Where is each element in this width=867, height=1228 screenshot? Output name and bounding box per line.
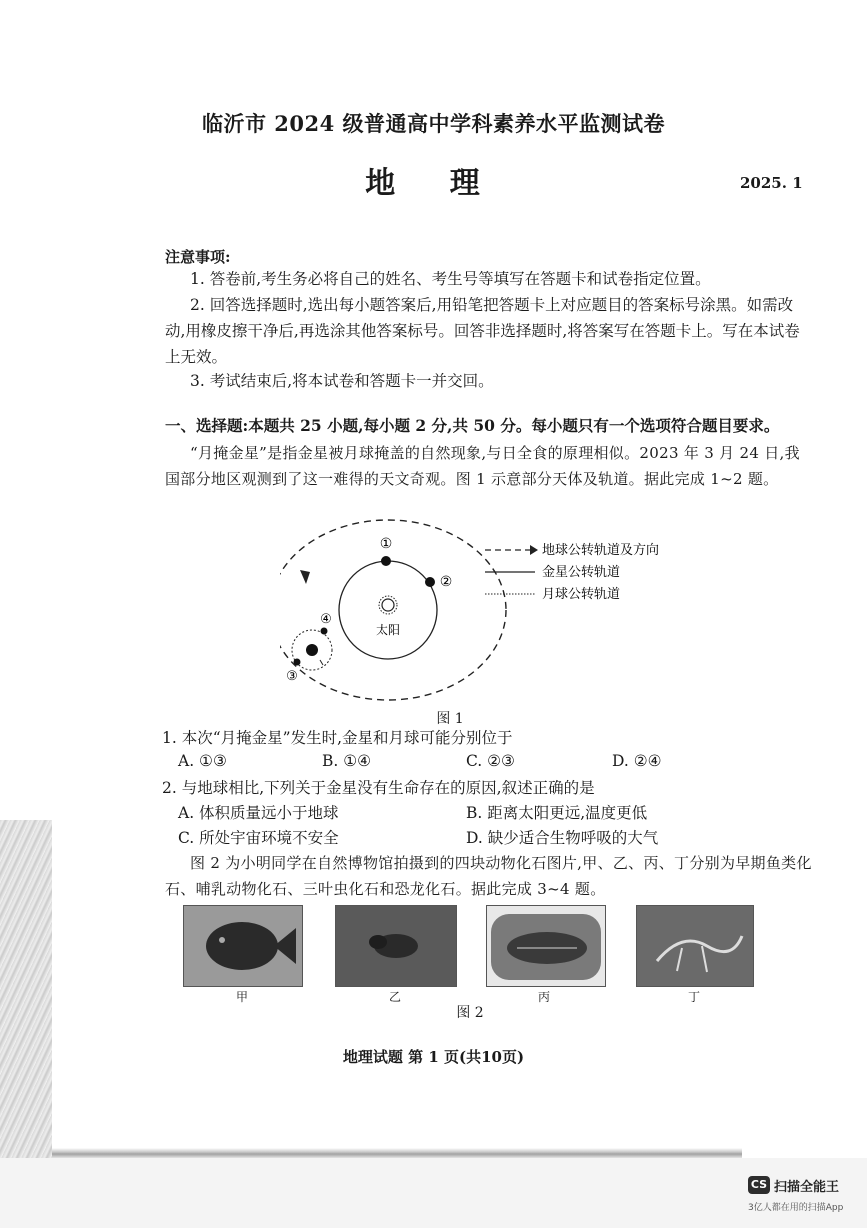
fossil-label-yi: 乙	[388, 990, 401, 1004]
q1-option-a: A. ①③	[178, 752, 227, 770]
question-1-stem: 1. 本次“月掩金星”发生时,金星和月球可能分别位于	[162, 729, 513, 747]
page-footer: 地理试题 第 1 页(共10页)	[342, 1048, 525, 1066]
question-intro-1-2: “月掩金星”是指金星被月球掩盖的自然现象,与日全食的原理相似。2023 年 3 月 24 日,我国部分地区观测到了这一难得的天文奇观。图 1 示意部分天体及轨道。据此完成 1~2 题。	[165, 444, 800, 488]
question-intro-3-4: 图 2 为小明同学在自然博物馆拍摄到的四块动物化石图片,甲、乙、丙、丁分别为早期鱼类化石、哺乳动物化石、三叶虫化石和恐龙化石。据此完成 3~4 题。	[165, 854, 812, 898]
legend-moon-orbit: 月球公转轨道	[542, 587, 621, 602]
earth-body	[306, 644, 318, 656]
legend-venus-orbit: 金星公转轨道	[542, 565, 621, 580]
q1-option-d: D. ②④	[612, 752, 662, 770]
fossil-image-trilobite	[486, 905, 606, 987]
venus-position-1	[381, 556, 391, 566]
marker-2: ②	[439, 574, 453, 590]
q2-option-d: D. 缺少适合生物呼吸的大气	[466, 829, 659, 847]
fossil-label-bing: 丙	[537, 990, 550, 1004]
venus-position-2	[425, 577, 435, 587]
camscanner-brand: 扫描全能王	[774, 1180, 840, 1195]
page-bottom-edge	[52, 1148, 742, 1158]
question-2-stem: 2. 与地球相比,下列关于金星没有生命存在的原因,叙述正确的是	[162, 779, 595, 797]
fossil-label-jia: 甲	[235, 990, 248, 1004]
figure-2-caption: 图 2	[456, 1005, 484, 1021]
exam-date: 2025. 1	[740, 174, 803, 192]
notice-item-2: 2. 回答选择题时,选出每小题答案后,用铅笔把答题卡上对应题目的答案标号涂黑。如需改动,用橡皮擦干净后,再选涂其他答案标号。回答非选择题时,将答案写在答题卡上。写在本试卷上无效。	[165, 296, 800, 366]
marker-4: ④	[320, 612, 332, 627]
camscanner-slogan: 3亿人都在用的扫描App	[748, 1203, 844, 1213]
moon-position-4	[321, 628, 328, 635]
marker-3: ③	[286, 669, 298, 684]
earth-orbit	[280, 520, 506, 700]
notice-item-3: 3. 考试结束后,将本试卷和答题卡一并交回。	[190, 372, 494, 390]
q2-option-b: B. 距离太阳更远,温度更低	[466, 804, 648, 822]
q1-option-c: C. ②③	[466, 752, 515, 770]
subject-title: 地 理	[365, 166, 502, 201]
figure-1-caption: 图 1	[436, 711, 464, 727]
moon-tick	[320, 660, 323, 665]
q2-option-c: C. 所处宇宙环境不安全	[178, 829, 339, 847]
earth-orbit-arrow-icon	[300, 570, 310, 584]
fossil-image-mammal	[335, 905, 457, 987]
page-curl-shadow	[0, 820, 52, 1160]
notice-item-1: 1. 答卷前,考生务必将自己的姓名、考生号等填写在答题卡和试卷指定位置。	[190, 270, 711, 288]
moon-position-3	[294, 659, 301, 666]
fossil-image-dinosaur	[636, 905, 754, 987]
q2-option-a: A. 体积质量远小于地球	[178, 804, 339, 822]
marker-1: ①	[379, 536, 393, 552]
figure-1-orbit-diagram	[280, 510, 680, 710]
sun-icon	[379, 596, 397, 614]
sun-label: 太阳	[375, 623, 401, 637]
q1-option-b: B. ①④	[322, 752, 372, 770]
legend-arrow-icon	[530, 545, 538, 555]
scan-background	[0, 1158, 867, 1228]
exam-title: 临沂市 2024 级普通高中学科素养水平监测试卷	[201, 111, 666, 136]
legend-earth-orbit: 地球公转轨道及方向	[542, 543, 660, 558]
fossil-label-ding: 丁	[687, 990, 700, 1004]
notice-heading: 注意事项:	[165, 248, 231, 266]
fossil-image-fish	[183, 905, 303, 987]
section-heading: 一、选择题:本题共 25 小题,每小题 2 分,共 50 分。每小题只有一个选项符合题目要求。	[165, 416, 780, 435]
camscanner-logo-icon: CS	[748, 1176, 770, 1194]
